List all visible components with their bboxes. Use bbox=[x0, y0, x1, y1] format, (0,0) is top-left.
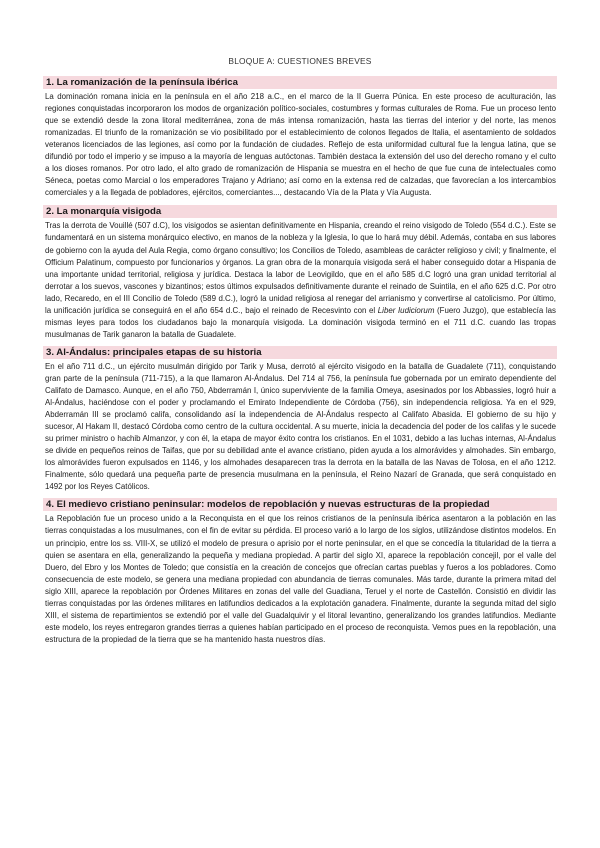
section-heading: 2. La monarquía visigoda bbox=[43, 205, 557, 218]
section-heading: 4. El medievo cristiano peninsular: modelos de repoblación y nuevas estructuras de la propiedad bbox=[43, 498, 557, 511]
section-monarquia-visigoda bbox=[43, 205, 557, 340]
section-romanizacion bbox=[43, 76, 557, 199]
section-body: En el año 711 d.C., un ejército musulmán dirigido por Tarik y Musa, derrotó al ejército visigodo en la batalla de Guadalete (711), conquistando gran parte de la península (711-715), a la que llamaron Al-Ándalus. Del 714 al 756, la península fue gobernada por un emirato dependiente del Califato de Damasco. Aunque, en el año 750, Abderramán I, único superviviente de la familia Omeya, asesinados por los Abbassies, logró huir a Al-Ándalus, haciéndose con el poder y proclamando el Emirato Independiente de Córdoba (756), sin independencia religiosa. Ya en el 929, Abderramán III se proclamó califa, consolidando así la independencia de Al-Ándalus respecto al Califato Abasida. El gobierno de su hijo y sucesor, Al Hakam II, destacó Córdoba como centro de la cultura occidental. A su muerte, inicia la decadencia del poder de los califas y le sucede su primer ministro o hachib Almanzor, y con él, la etapa de mayor éxito contra los cristianos. En el 1031, debido a las luchas internas, Al-Ándalus se divide en pequeños reinos de Taifas, que por su debilidad ante el avance cristiano, piden ayuda a los almorávides y almohades. Sin embargo, los almorávides fueron expulsados en 1146, y los almohades desaparecen tras la derrota en la batalla de las Navas de Tolosa, en el año 1212. Finalmente, sólo quedará una pequeña parte de presencia musulmana en la península, el Reino Nazarí de Granada, que será conquistado en 1492 por los Reyes Católicos. bbox=[45, 361, 556, 492]
body-text-part: Tras la derrota de Vouillé (507 d.C), los visigodos se asientan definitivamente en Hispania, creando el reino visigodo de Toledo (554 d.C.). Este se fundamentará en un sistema monárquico electivo, en manos de la nobleza y la Iglesia, lo que lo hará muy débil. Además, contaba en sus labores de gobierno con la ayuda del Aula Regia, como órgano consultivo; los Concilios de Toledo, asambleas de carácter religioso y civil; y finalmente, el Officium Palatinum, compuesto por funcionarios y órganos. La gran obra de la monarquía visigoda será el haber conseguido dotar a Hispania de una importante unidad territorial, religiosa y jurídica. Destaca la labor de Leovigildo, que en el año 585 d.C logró una gran unidad territorial al derrotar a los suevos, vascones y bizantinos; estos últimos expulsados definitivamente durante el reinado de Suintila, en el año 625 d.C. Por otro lado, Recaredo, en el III Concilio de Toledo (589 d.C.), logró la unidad religiosa al renegar del arrianismo y convertirse al catolicismo. Por último, la unificación jurídica se conseguirá en el año 654 d.C., bajo el reinado de Recesvinto con el bbox=[45, 221, 556, 315]
body-text-part: (Fuero Juzgo), que establecía las mismas leyes para todos los ciudadanos bajo la monarquía visigoda. La dominación visigoda terminó en el 711 d.C. cuando las tropas musulmanas de Tarik ganaron la batalla de Guadalete. bbox=[45, 305, 556, 339]
body-text-italic: Liber Iudiciorum bbox=[377, 305, 435, 315]
section-body bbox=[43, 220, 557, 340]
section-al-andalus bbox=[43, 346, 557, 494]
section-heading: 3. Al-Ándalus: principales etapas de su historia bbox=[43, 346, 557, 359]
document-title: BLOQUE A: CUESTIONES BREVES bbox=[228, 56, 372, 66]
section-body: La dominación romana inicia en la península en el año 218 a.C., en el marco de la II Guerra Púnica. En este proceso de aculturación, las regiones conquistadas incorporaron los modos de organización político-sociales, costumbres y formas culturales de Roma. Fue un proceso lento que se extendió desde la zona litoral mediterránea, zona de más intensa romanización, hasta las tierras del interior y del norte, las menos romanizadas. El triunfo de la romanización se vio posibilitado por el establecimiento de colonos llegados de Italia, el asentamiento de soldados veteranos licenciados de las legiones, así como por la fundación de ciudades. Reflejo de esta uniformidad cultural fue la lengua latina, que se difundió por todo el imperio y se impuso a la mayoría de lenguas autóctonas. También destaca la extensión del uso del derecho romano y el culto a los dioses romanos. Por otro lado, el alto grado de romanización de Hispania se muestra en el hecho de que fue cuna de intelectuales como Séneca, poetas como Marcial o los emperadores Trajano y Adriano; así como en la extensa red de calzadas, que favorecían a los intercambios comerciales y a la llegada de pobladores, ejércitos, comerciantes..., destacando Vía de la Plata y Vía Augusta. bbox=[45, 92, 556, 198]
section-medievo-cristiano bbox=[43, 498, 557, 646]
section-body: La Repoblación fue un proceso unido a la Reconquista en el que los reinos cristianos de la península ibérica asentaron a la población en las tierras conquistadas a los musulmanes, con el fin de evitar su pérdida. El proceso varió a lo largo de los siglos, utilizándose distintos modelos. En un principio, entre los ss. VIII-X, se utilizó el modelo de presura o aprisio por el norte peninsular, en el que se concedía la titularidad de la tierra a quien se asentara en ella, generalizando la pequeña y mediana propiedad. A partir del siglo XI, aparece la repoblación concejil, por el valle del Duero, del Ebro y los Montes de Toledo; que consistía en la creación de concejos que ofrecían cartas pueblas y fueros a los pobladores. Como consecuencia de este modelo, se genera una mediana propiedad con abundancia de tierras comunales. Más tarde, durante la primera mitad del siglo XIII, aparece la repoblación por Órdenes Militares en zonas del valle del Guadiana, Teruel y el norte de Castellón. Consistió en dividir las tierras conquistadas por las órdenes militares en latifundios dedicados a la explotación ganadera. Finalmente, durante la segunda mitad del siglo XIII, el sistema de repartimientos se extendió por el valle del Guadalquivir y el litoral levantino, generalizando los grandes latifundios. Mediante este modelo, los reyes entregaron grandes tierras a quienes habían participado en el proceso de reconquista. Vemos pues en la repoblación, una estructura de la propiedad de la tierra que se ha mantenido hasta nuestros días. bbox=[45, 514, 556, 644]
section-heading: 1. La romanización de la península ibérica bbox=[43, 76, 557, 89]
